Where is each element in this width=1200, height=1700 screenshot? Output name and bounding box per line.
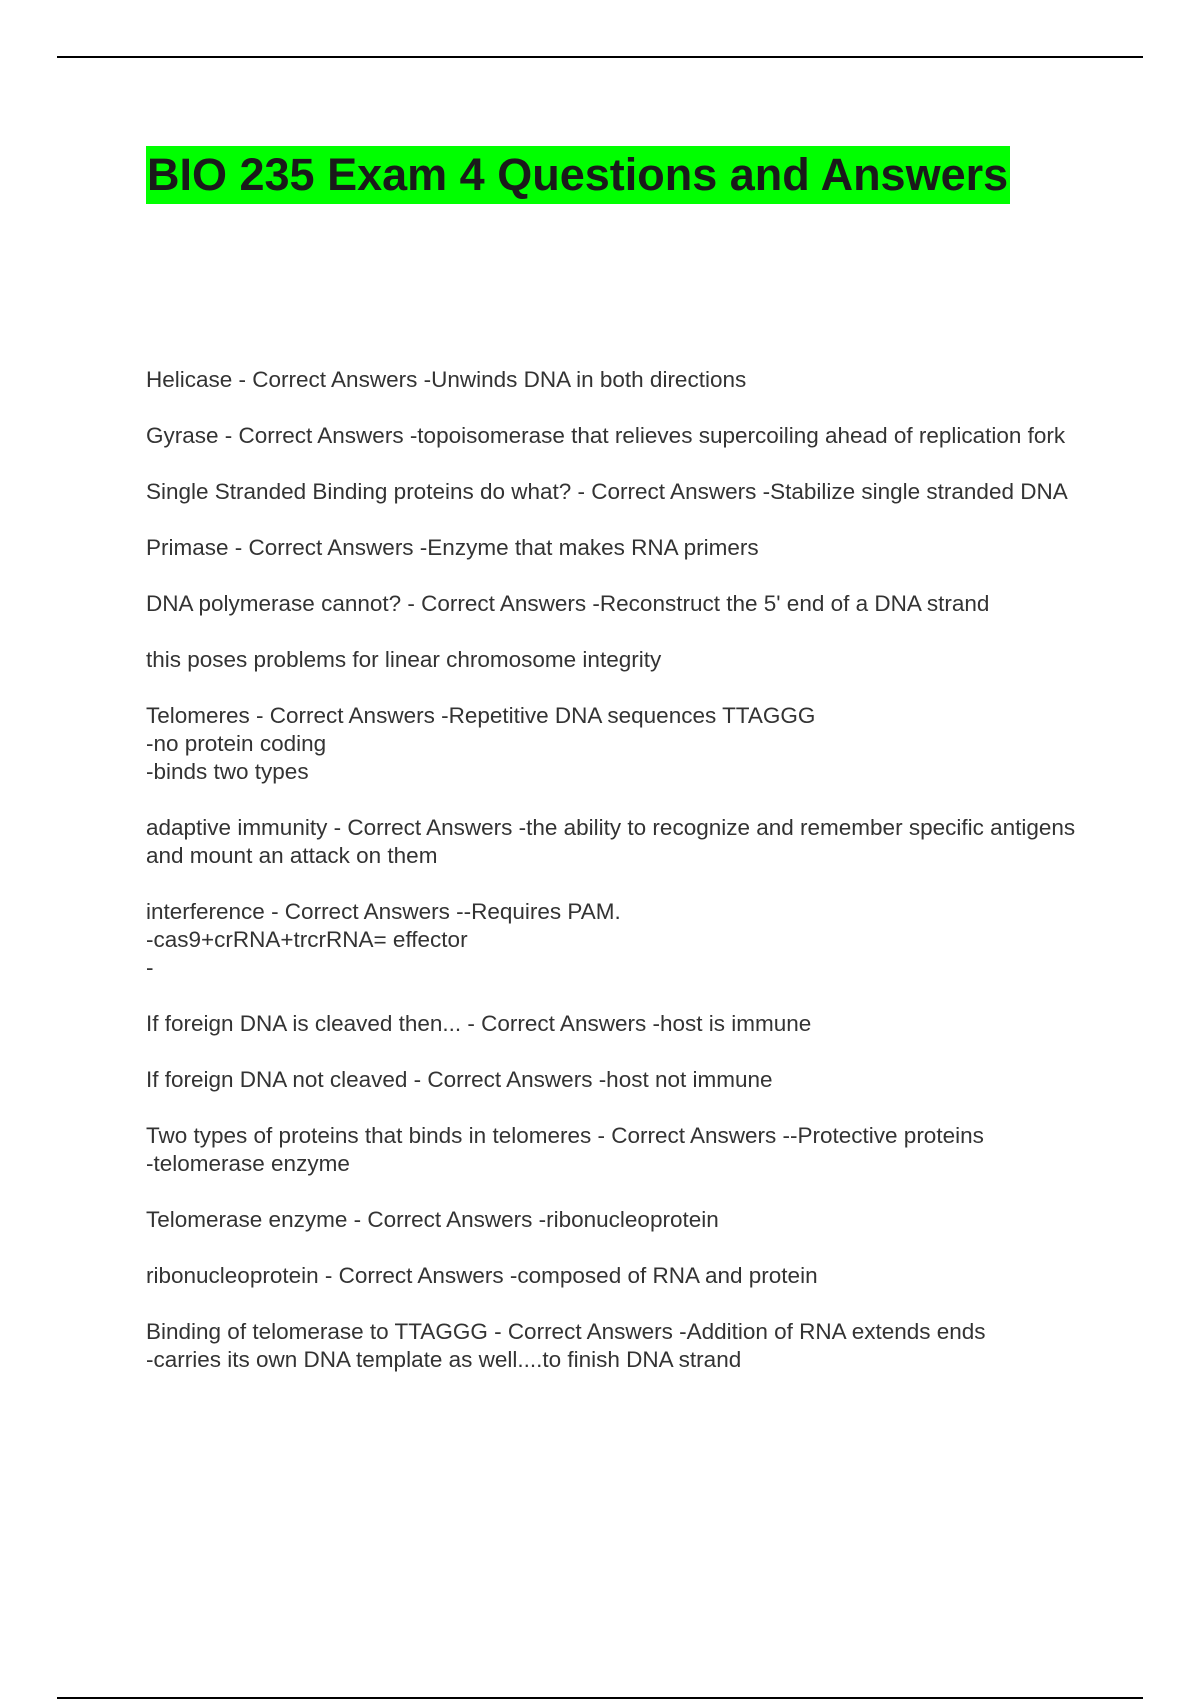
qa-item <box>146 478 1096 506</box>
qa-line: -cas9+crRNA+trcrRNA= effector <box>146 927 468 952</box>
top-divider <box>57 56 1143 58</box>
qa-line: If foreign DNA is cleaved then... - Correct Answers -host is immune <box>146 1011 812 1036</box>
qa-line: If foreign DNA not cleaved - Correct Answers -host not immune <box>146 1067 773 1092</box>
qa-item <box>146 702 1096 786</box>
qa-line: this poses problems for linear chromosome integrity <box>146 647 662 672</box>
qa-line: -no protein coding <box>146 731 327 756</box>
qa-line: DNA polymerase cannot? - Correct Answers -Reconstruct the 5' end of a DNA strand <box>146 591 990 616</box>
qa-item <box>146 1122 1096 1178</box>
qa-line: Helicase - Correct Answers -Unwinds DNA in both directions <box>146 367 747 392</box>
qa-item <box>146 1262 1096 1290</box>
qa-line: Telomeres - Correct Answers -Repetitive DNA sequences TTAGGG <box>146 703 816 728</box>
qa-line: -carries its own DNA template as well....to finish DNA strand <box>146 1347 742 1372</box>
qa-item <box>146 1318 1096 1374</box>
qa-line: interference - Correct Answers --Requires PAM. <box>146 899 621 924</box>
qa-line: Two types of proteins that binds in telomeres - Correct Answers --Protective proteins <box>146 1123 984 1148</box>
qa-item <box>146 1066 1096 1094</box>
qa-item <box>146 898 1096 982</box>
bottom-divider <box>57 1697 1143 1699</box>
qa-line: Primase - Correct Answers -Enzyme that makes RNA primers <box>146 535 759 560</box>
qa-line: Single Stranded Binding proteins do what? - Correct Answers -Stabilize single stranded DNA <box>146 479 1068 504</box>
qa-line: - <box>146 955 154 980</box>
qa-line: -telomerase enzyme <box>146 1151 350 1176</box>
qa-item <box>146 590 1096 618</box>
qa-list <box>146 366 1096 1402</box>
qa-item <box>146 534 1096 562</box>
qa-line: Telomerase enzyme - Correct Answers -ribonucleoprotein <box>146 1207 719 1232</box>
qa-item <box>146 814 1096 870</box>
qa-item <box>146 1010 1096 1038</box>
qa-item <box>146 646 1096 674</box>
qa-item <box>146 1206 1096 1234</box>
qa-line: adaptive immunity - Correct Answers -the ability to recognize and remember specific antigens and mount an attack on them <box>146 815 1076 868</box>
qa-line: Gyrase - Correct Answers -topoisomerase that relieves supercoiling ahead of replication fork <box>146 423 1066 448</box>
qa-line: -binds two types <box>146 759 309 784</box>
qa-item <box>146 422 1096 450</box>
qa-item <box>146 366 1096 394</box>
qa-line: ribonucleoprotein - Correct Answers -composed of RNA and protein <box>146 1263 818 1288</box>
page-title: BIO 235 Exam 4 Questions and Answers <box>146 146 1010 204</box>
qa-line: Binding of telomerase to TTAGGG - Correct Answers -Addition of RNA extends ends <box>146 1319 986 1344</box>
